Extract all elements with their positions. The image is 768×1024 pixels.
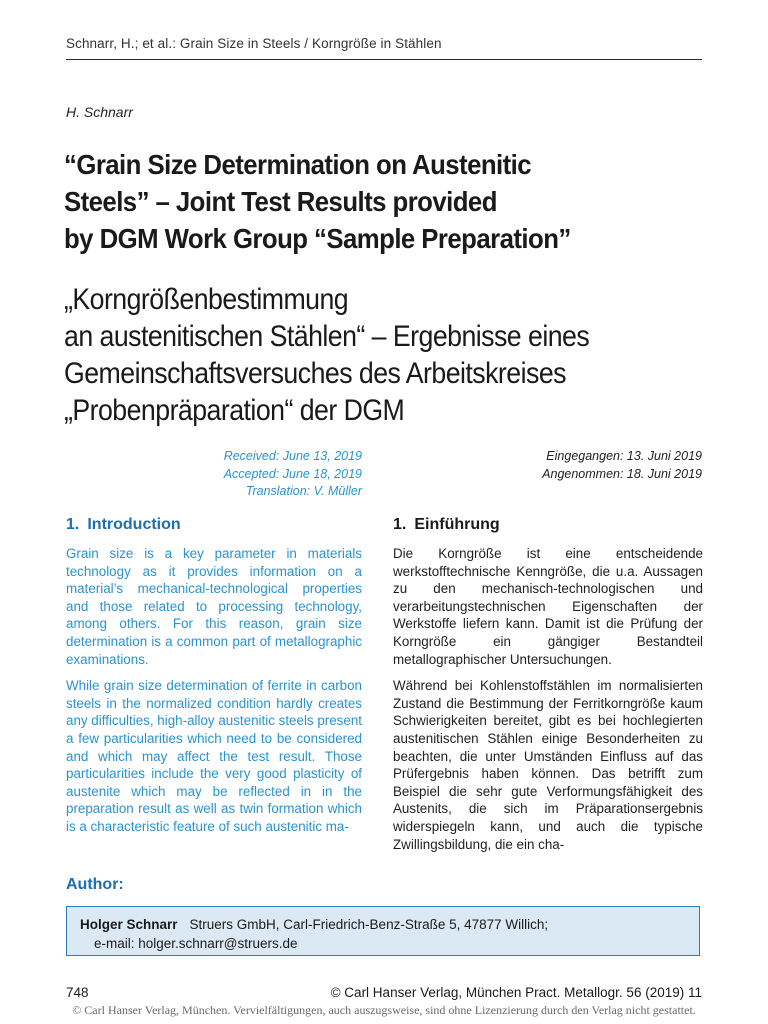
section-heading-introduction [66,515,362,535]
dates-german [470,448,702,483]
paragraph: Während bei Kohlenstoffstählen im normalisierten Zustand die Bestimmung der Ferritkorngröße kaum Schwierigkeiten bereitet, gibt es bei hochlegierten austenitischen Stählen einige Besonderheiten zu beachten, die unter Umständen Einfluss auf das Prüfergebnis haben können. Das betrifft zum Beispiel die sehr gute Verformungsfähigkeit des Austenits, die sich im Präparationsergebnis widerspiegeln kann, und auch die typische Zwillingsbildung, die ein cha- [393,678,703,852]
paragraph: Die Korngröße ist eine entscheidende werkstofftechnische Kenngröße, die u.a. Aussagen zu den mechanisch-technologischen und verarbeitungstechnischen Eigenschaften der Werkstoffe liefern kann. Damit ist die Prüfung der Korngröße ein gängiger Bestandteil metallographischer Untersuchungen. [393,546,703,667]
author-line [80,915,686,934]
author-label: Author: [66,876,124,893]
section-number: 1. [66,516,80,533]
accepted-date: Accepted: June 18, 2019 [223,466,362,481]
title-en-line: Steels” – Joint Test Results provided [64,186,497,217]
author-affiliation: Struers GmbH, Carl-Friedrich-Benz-Straße 5, 47877 Willich; [189,917,549,932]
author-email[interactable]: e-mail: holger.schnarr@struers.de [94,936,298,951]
page-number: 748 [66,985,89,1000]
article-author: H. Schnarr [66,104,133,120]
journal-citation: © Carl Hanser Verlag, München Pract. Metallogr. 56 (2019) 11 [330,985,702,1000]
title-english [64,146,662,257]
title-de-line: „Probenpräparation“ der DGM [64,394,405,427]
author-info-box [66,906,700,956]
section-title: Introduction [87,516,181,533]
paragraph: While grain size determination of ferrite in carbon steels in the normalized condition hardly creates any difficulties, high-alloy austenitic steels present a few particularities which need to be considered and which may affect the test result. Those particularities include the very good plasticity of austenite which may be reflected in in the preparation result as well as twin formation which is a characteristic feature of such austenitic ma- [66,678,362,834]
section-title: Einführung [414,516,500,533]
german-column [393,515,703,862]
title-en-line: by DGM Work Group “Sample Preparation” [64,223,571,254]
paragraph: Grain size is a key parameter in materials technology as it provides information on a material’s mechanical-technological properties and those related to processing technology, among others. For this reason, grain size determination is a common part of metallographic examinations. [66,546,362,667]
section-heading-einfuehrung [393,515,703,535]
title-de-line: an austenitischen Stählen“ – Ergebnisse eines [64,320,590,353]
received-date: Received: June 13, 2019 [223,449,362,463]
copyright-notice: © Carl Hanser Verlag, München. Vervielfältigungen, auch auszugsweise, sind ohne Lizenzierung durch den Verlag nicht gestattet. [72,1003,696,1017]
running-head: Schnarr, H.; et al.: Grain Size in Steels / Korngröße in Stählen [66,36,442,51]
header-rule [66,59,702,60]
dates-english [120,448,362,501]
title-en-line: “Grain Size Determination on Austenitic [64,149,532,180]
section-number: 1. [393,516,407,533]
angenommen-date: Angenommen: 18. Juni 2019 [542,466,702,481]
english-column [66,515,362,845]
author-name: Holger Schnarr [80,917,178,932]
title-german [64,281,687,429]
title-de-line: Gemeinschaftsversuches des Arbeitskreises [64,357,566,390]
title-de-line: „Korngrößenbestimmung [64,283,349,316]
eingegangen-date: Eingegangen: 13. Juni 2019 [546,449,702,463]
translation-credit: Translation: V. Müller [245,484,362,498]
